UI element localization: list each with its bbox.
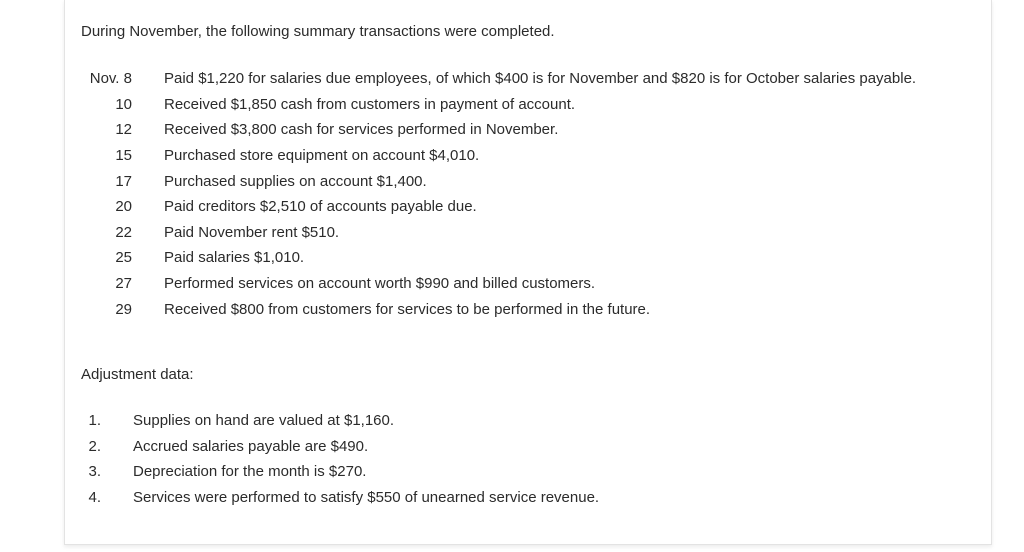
transaction-date: 27 (115, 275, 132, 293)
transaction-description: Purchased store equipment on account $4,010. (164, 147, 480, 165)
transaction-row (65, 296, 965, 322)
transaction-row (65, 245, 965, 271)
adjustment-description: Services were performed to satisfy $550 of unearned service revenue. (133, 489, 600, 507)
transaction-row (65, 66, 965, 92)
transaction-list (65, 66, 965, 322)
transaction-date: 15 (115, 147, 132, 165)
adjustment-item (65, 434, 965, 460)
transaction-description: Received $3,800 cash for services performed in November. (164, 121, 559, 139)
transaction-row (65, 117, 965, 143)
adjustment-number: 3. (88, 463, 101, 481)
transaction-description: Paid salaries $1,010. (164, 249, 305, 267)
adjustment-item (65, 485, 965, 511)
transaction-date: 29 (115, 300, 132, 318)
transaction-date: Nov. 8 (89, 70, 132, 88)
transaction-date: 17 (115, 172, 132, 190)
transaction-row (65, 92, 965, 118)
transaction-description: Paid November rent $510. (164, 223, 340, 241)
adjustment-description: Depreciation for the month is $270. (133, 463, 367, 481)
transaction-description: Paid creditors $2,510 of accounts payable due. (164, 198, 477, 216)
transaction-description: Performed services on account worth $990 and billed customers. (164, 275, 596, 293)
transaction-date: 20 (115, 198, 132, 216)
adjustment-list (65, 408, 965, 510)
adjustment-description: Supplies on hand are valued at $1,160. (133, 412, 395, 430)
transaction-date: 25 (115, 249, 132, 267)
transaction-date: 22 (115, 223, 132, 241)
transaction-row (65, 220, 965, 246)
transaction-row (65, 168, 965, 194)
problem-card (64, 0, 992, 545)
transaction-row (65, 194, 965, 220)
transaction-description: Received $1,850 cash from customers in payment of account. (164, 95, 576, 113)
adjustment-item (65, 459, 965, 485)
transaction-date: 10 (115, 95, 132, 113)
adjustment-item (65, 408, 965, 434)
adjustment-number: 2. (88, 437, 101, 455)
adjustment-title: Adjustment data: (81, 366, 194, 383)
adjustment-number: 4. (88, 489, 101, 507)
intro-text: During November, the following summary transactions were completed. (81, 23, 555, 40)
transaction-description: Received $800 from customers for services to be performed in the future. (164, 300, 651, 318)
transaction-row (65, 143, 965, 169)
transaction-date: 12 (115, 121, 132, 139)
transaction-description: Purchased supplies on account $1,400. (164, 172, 427, 190)
adjustment-number: 1. (88, 412, 101, 430)
transaction-description: Paid $1,220 for salaries due employees, of which $400 is for November and $820 is for October salaries payable. (164, 70, 917, 88)
adjustment-description: Accrued salaries payable are $490. (133, 437, 369, 455)
transaction-row (65, 271, 965, 297)
